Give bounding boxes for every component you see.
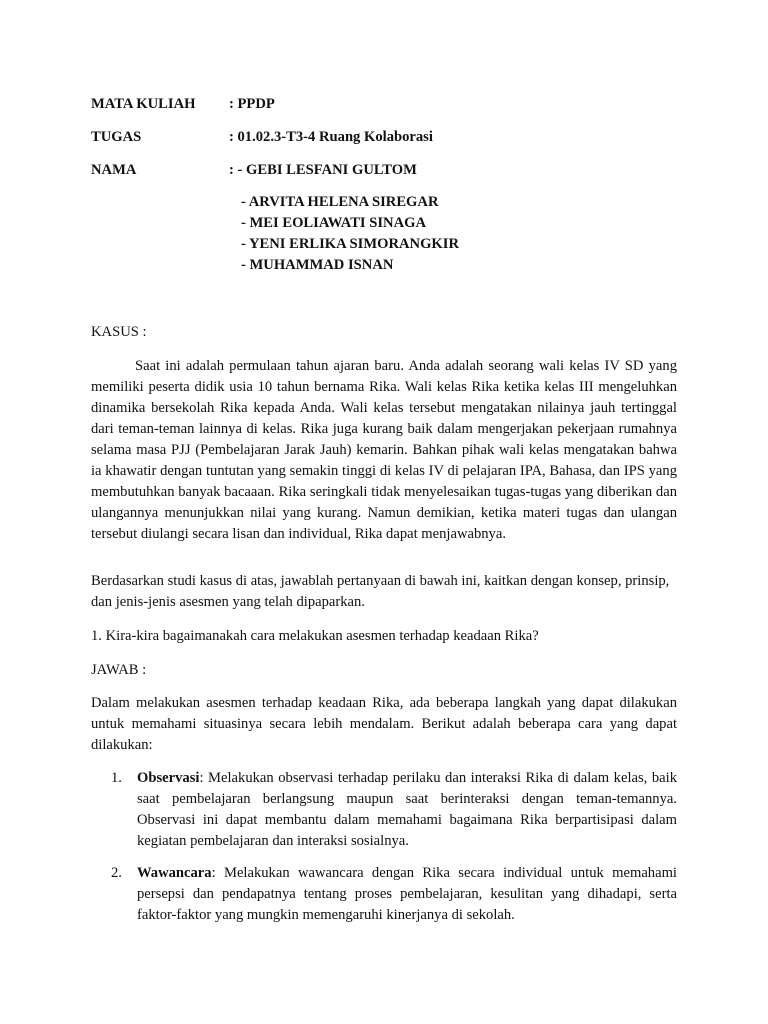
list-item-text: : Melakukan wawancara dengan Rika secara individual untuk memahami persepsi dan pendapatnya tentang proses pembelajaran, kesulitan yang dihadapi, serta faktor-faktor yang mungkin memengaruhi kinerjanya di sekolah. — [137, 865, 677, 923]
list-number: 1. — [111, 770, 122, 786]
list-item-term: Wawancara — [137, 865, 212, 881]
nama-label: NAMA — [91, 162, 137, 178]
list-item-text: : Melakukan observasi terhadap perilaku dan interaksi Rika di dalam kelas, baik saat pembelajaran berlangsung maupun saat berinteraksi dengan teman-temannya. Observasi ini dapat membantu dalam memahami bagaimana Rika berpartisipasi dalam kegiatan pembelajaran dan interaksi sosialnya. — [137, 770, 677, 849]
list-item-body — [137, 768, 677, 852]
tugas-label: TUGAS — [91, 129, 142, 145]
list-item-body — [137, 863, 677, 926]
answer-list-item — [91, 768, 677, 852]
kasus-label: KASUS : — [91, 324, 147, 340]
question-text: 1. Kira-kira bagaimanakah cara melakukan asesmen terhadap keadaan Rika? — [91, 628, 539, 644]
mata-kuliah-value: : PPDP — [229, 96, 275, 112]
jawab-label: JAWAB : — [91, 662, 147, 678]
tugas-value: : 01.02.3-T3-4 Ruang Kolaborasi — [229, 129, 433, 145]
list-item-term: Observasi — [137, 770, 200, 786]
member-names-list — [241, 192, 459, 276]
member-name: - MUHAMMAD ISNAN — [241, 257, 394, 273]
member-name: - ARVITA HELENA SIREGAR — [241, 194, 439, 210]
answer-list-item — [91, 863, 677, 926]
nama-value: : - GEBI LESFANI GULTOM — [229, 162, 417, 178]
answer-intro: Dalam melakukan asesmen terhadap keadaan Rika, ada beberapa langkah yang dapat dilakukan untuk memahami situasinya secara lebih mendalam. Berikut adalah beberapa cara yang dapat dilakukan: — [91, 695, 677, 753]
member-name: - MEI EOLIAWATI SINAGA — [241, 215, 427, 231]
instruction-paragraph: Berdasarkan studi kasus di atas, jawablah pertanyaan di bawah ini, kaitkan dengan konsep, prinsip, dan jenis-jenis asesmen yang telah dipaparkan. — [91, 573, 670, 610]
member-name: - YENI ERLIKA SIMORANGKIR — [241, 236, 459, 252]
mata-kuliah-label: MATA KULIAH — [91, 96, 196, 112]
list-number: 2. — [111, 865, 122, 881]
kasus-paragraph: Saat ini adalah permulaan tahun ajaran baru. Anda adalah seorang wali kelas IV SD yang memiliki peserta didik usia 10 tahun bernama Rika. Wali kelas Rika ketika kelas III mengeluhkan dinamika bersekolah Rika kepada Anda. Wali kelas tersebut mengatakan nilainya jauh tertinggal dari teman-teman lainnya di kelas. Rika juga kurang baik dalam mengerjakan pekerjaan rumahnya selama masa PJJ (Pembelajaran Jarak Jauh) kemarin. Bahkan pihak wali kelas mengatakan bahwa ia khawatir dengan tuntutan yang semakin tinggi di kelas IV di pelajaran IPA, Bahasa, dan IPS yang membutuhkan banyak bacaaan. Rika seringkali tidak menyelesaikan tugas-tugas yang diberikan dan ulangannya menunjukkan nilai yang kurang. Namun demikian, ketika materi tugas dan ulangan tersebut diulangi secara lisan dan individual, Rika dapat menjawabnya. — [91, 358, 677, 542]
